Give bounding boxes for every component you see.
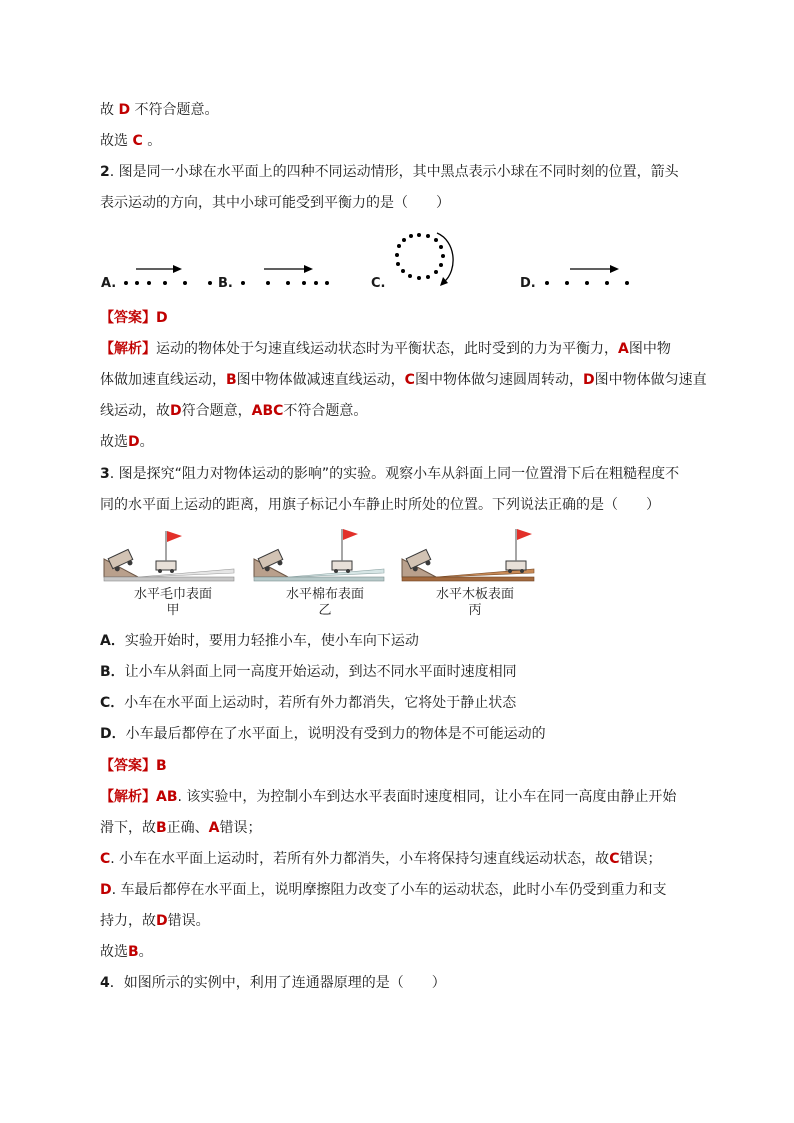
analysis-tag: 【解析】 [100,341,156,357]
q3-stem-cont: 同的水平面上运动的距离，用旗子标记小车静止时所处的位置。下列说法正确的是（ ） [100,497,660,513]
q3-option-b: B．让小车从斜面上同一高度开始运动，到达不同水平面时速度相同 [100,664,517,680]
question-number: 4 [100,975,110,991]
option-letter: D [118,102,131,118]
option-label: A． [100,633,125,649]
q2-option-d-figure [538,260,638,296]
q4-stem: 4．如图所示的实例中，利用了连通器原理的是（ ） [100,975,446,991]
option-label: B． [100,664,125,680]
q3-analysis-line4: D. 车最后都停在水平面上，说明摩擦阻力改变了小车的运动状态，此时小车仍受到重力和支 [100,882,667,898]
q3-figure-wood-caption: 水平木板表面 丙 [435,587,514,618]
answer-tag: 【答案】 [100,310,156,326]
q2-option-c-label: C. [371,276,386,291]
analysis-tag: 【解析】 [100,789,156,805]
q3-answer [100,756,167,776]
q2-option-c-figure [386,226,462,292]
q1-final-choice: 故选 C 。 [100,133,162,149]
q2-stem: 2. 图是同一小球在水平面上的四种不同运动情形，其中黑点表示小球在不同时刻的位置，箭头 [100,164,679,180]
answer-value: B [156,758,167,774]
question-number: 2 [100,164,110,180]
q2-option-b-figure [236,260,336,296]
q2-answer [100,308,168,328]
q3-stem: 3. 图是探究“阻力对物体运动的影响”的实验。观察小车从斜面上同一位置滑下后在粗糙程度不 [100,466,680,482]
question-number: 3 [100,466,110,482]
answer-value: D [156,310,168,326]
q2-option-a-label: A. [101,276,117,291]
q3-option-a: A．实验开始时，要用力轻推小车，使小车向下运动 [100,633,419,649]
q3-final-choice: 故选B。 [100,944,153,960]
q3-figure-wood [398,525,540,585]
option-letter: C [132,133,143,149]
q2-stem-cont: 表示运动的方向，其中小球可能受到平衡力的是（ ） [100,195,450,211]
q2-analysis-line1: 【解析】运动的物体处于匀速直线运动状态时为平衡状态，此时受到的力为平衡力，A图中物 [100,341,671,357]
q3-figure-towel [100,525,240,585]
q2-option-b-label: B. [218,276,233,291]
option-label: C． [100,695,125,711]
q1-conclusion-line: 故 D 不符合题意。 [100,102,219,118]
q3-figure-towel-caption: 水平毛巾表面 甲 [133,587,212,618]
q3-analysis-line5: 持力，故D错误。 [100,913,210,929]
q2-final-choice: 故选D。 [100,434,154,450]
q3-figure-cotton-caption: 水平棉布表面 乙 [285,587,364,618]
q3-analysis-line3: C. 小车在水平面上运动时，若所有外力都消失，小车将保持匀速直线运动状态，故C错误； [100,851,662,867]
q3-option-c: C．小车在水平面上运动时，若所有外力都消失，它将处于静止状态 [100,695,517,711]
q3-analysis-line2: 滑下，故B正确、A错误； [100,820,262,836]
q2-option-d-label: D. [520,276,536,291]
q3-analysis-line1: 【解析】AB. 该实验中，为控制小车到达水平表面时速度相同，让小车在同一高度由静止开始 [100,789,677,805]
answer-tag: 【答案】 [100,758,156,774]
q2-option-a-figure [120,260,220,296]
q3-figure-cotton [250,525,390,585]
q3-option-d: D．小车最后都停在了水平面上，说明没有受到力的物体是不可能运动的 [100,726,546,742]
option-label: D． [100,726,126,742]
q2-analysis-line3: 线运动，故D符合题意，ABC不符合题意。 [100,403,368,419]
q2-analysis-line2: 体做加速直线运动，B图中物体做减速直线运动，C图中物体做匀速圆周转动，D图中物体做匀速直 [100,372,707,388]
